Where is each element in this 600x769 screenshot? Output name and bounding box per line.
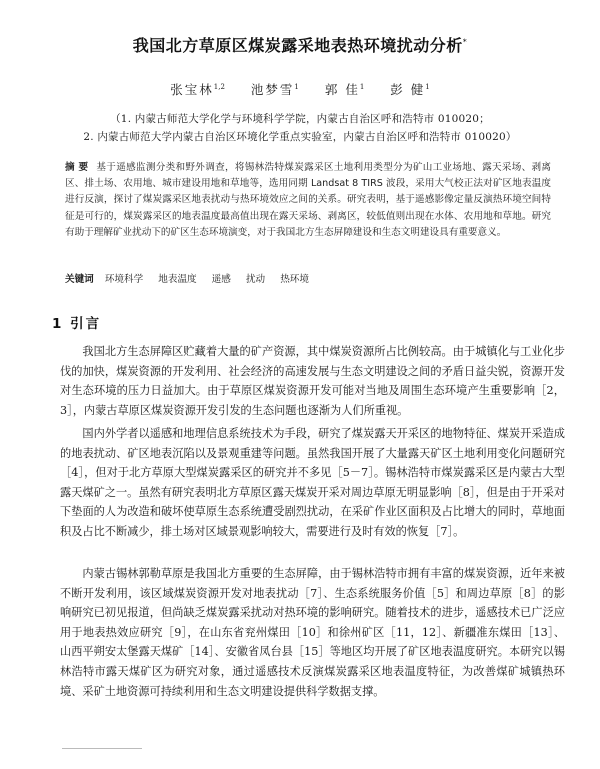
keyword: 地表温度 — [158, 274, 197, 285]
footnote-divider — [62, 748, 142, 749]
author-list — [0, 80, 600, 98]
paragraph-text: 国内外学者以遥感和地理信息系统技术为手段，研究了煤炭露天开采区的地物特征、煤炭开采造成的地表扰动、矿区地表沉陷以及景观重建等问题。虽然我国开展了大量露天矿区土地利用变化问题研究［4］，但对于北方草原大型煤炭露采区的研究并不多见［5－7］。锡林浩特市煤炭露采区是内蒙古大型露天煤矿之一。虽然有研究表明北方草原区露天煤炭开采对周边草原无明显影响［8］，但是由于开采对下垫面的人为改造和破坏使草原生态系统遭受剧烈扰动，在采矿作业区面积及占比增大的同时，草地面积及占比不断减少，排土场对区域景观影响较大，需要进行及时有效的恢复［7］。 — [60, 427, 565, 538]
paper-title — [0, 33, 600, 56]
keyword: 环境科学 — [104, 274, 144, 285]
paragraph-text: 内蒙古锡林郭勒草原是我国北方重要的生态屏障，由于锡林浩特市拥有丰富的煤炭资源，近年来被不断开发利用，该区域煤炭资源开发对地表扰动［7］、生态系统服务价值［5］和周边草原［8］的影响研究已初见报道，但尚缺乏煤炭露采扰动对热环境的影响研究。随着技术的进步，遥感技术已广泛应用于地表热效应研究［9］，在山东省兖州煤田［10］和徐州矿区［11，12］、新疆准东煤田［13］、山西平朔安太堡露天煤矿［14］、安徽省凤台县［15］等地区均开展了矿区地表温度研究。本研究以锡林浩特市露天煤矿区为研究对象，通过遥感技术反演煤炭露采区地表温度特征，为改善煤矿城镇热环境、采矿土地资源可持续利用和生态文明建设提供科学数据支撑。 — [60, 567, 565, 698]
body-paragraph-3 — [60, 564, 565, 701]
title-text: 我国北方草原区煤炭露采地表热环境扰动分析 — [132, 36, 463, 55]
keywords — [65, 272, 551, 288]
body-paragraph-1 — [60, 342, 565, 420]
author: 郭 佳$^1$ — [324, 82, 365, 97]
keyword: 遥感 — [211, 274, 231, 285]
abstract — [65, 160, 551, 241]
keyword: 热环境 — [280, 274, 309, 285]
affiliation-1: （1. 内蒙古师范大学化学与环境科学学院，内蒙古自治区呼和浩特市 010020； — [110, 113, 490, 125]
title-footnote-mark: * — [462, 37, 468, 47]
abstract-text: 基于遥感监测分类和野外调查，将锡林浩特煤炭露采区土地利用类型分为矿山工业场地、露天采场、剥离区、排土场、农用地、城市建设用地和草地等，选用同期 Landsat 8 TIRS 波段，采用大气校正法对矿区地表温度进行反演，探讨了煤炭露采区地表扰动与热环境效应之间的关系。研究表明，基于遥感影像定量反演热环境空间特征是可行的，煤炭露采区的地表温度最高值出现在露天采场、剥离区，较低值则出现在水体、农用地和草地。研究有助于理解矿业扰动下的矿区生态环境演变，对于我国北方生态屏障建设和生态文明建设具有重要意义。 — [65, 162, 552, 238]
keywords-label: 关键词 — [65, 274, 94, 285]
author: 彭 健$^1$ — [390, 82, 430, 97]
abstract-label: 摘 要 — [65, 162, 89, 173]
author: 池梦雪$^1$ — [250, 82, 299, 97]
affiliation-2: 2. 内蒙古师范大学内蒙古自治区环境化学重点实验室，内蒙古自治区呼和浩特市 010020） — [83, 131, 517, 143]
body-paragraph-2 — [60, 424, 565, 542]
paragraph-text: 我国北方生态屏障区贮藏着大量的矿产资源，其中煤炭资源所占比例较高。由于城镇化与工业化步伐的加快，煤炭资源的开发利用、社会经济的高速发展与生态文明建设之间的矛盾日益尖锐，资源开发对生态环境的压力日益加大。由于草原区煤炭资源开发可能对当地及周围生态环境产生重要影响［2，3］，内蒙古草原区煤炭资源开发引发的生态问题也逐渐为人们所重视。 — [60, 345, 565, 417]
keyword: 扰动 — [245, 274, 266, 285]
section-heading: 1 引言 — [52, 316, 102, 332]
author: 张宝林$^{1,2}$ — [170, 82, 225, 97]
